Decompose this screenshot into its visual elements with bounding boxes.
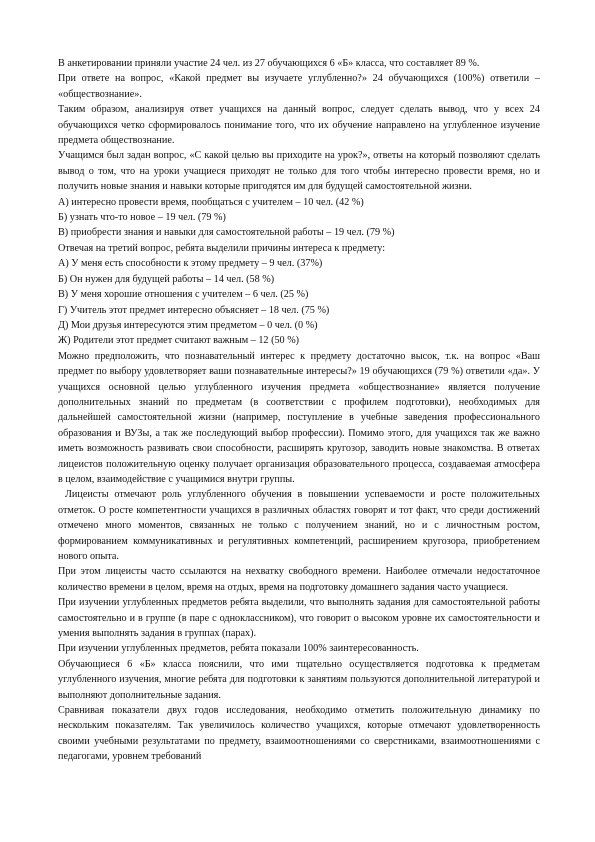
reason-item-d: Д) Мои друзья интересуются этим предметом – 0 чел. (0 %) [58,319,318,331]
paragraph-third-question: Отвечая на третий вопрос, ребята выделили причины интереса к предмету: [58,242,386,254]
paragraph-conclusion-subject: Таким образом, анализируя ответ учащихся на данный вопрос, следует сделать вывод, что у всех 24 обучающихся четко сформировалось понимание того, что их обучение направлено на углубленное изучение предмета обществознание. [58,104,540,147]
reason-item-a: А) У меня есть способности к этому предмету – 9 чел. (37%) [58,258,323,270]
reason-item-g: Г) Учитель этот предмет интересно объясняет – 18 чел. (75 %) [58,304,330,316]
document-page [58,56,540,765]
paragraph-independent-work: При изучении углубленных предметов ребята выделили, что выполнять задания для самостоятельной работы самостоятельно и в группе (в паре с одноклассником), что говорит о высоком уровне их самостоятельности и умения выполнять задания в группах (парах). [58,597,540,640]
paragraph-participation: В анкетировании приняли участие 24 чел. из 27 обучающихся 6 «Б» класса, что составляет 89 %. [58,58,480,69]
paragraph-cognitive-interest: Можно предположить, что познавательный интерес к предмету достаточно высок, т.к. на вопрос «Ваш предмет по выбору удовлетворяет ваши познавательные интересы?» 19 обучающихся (79 %) ответили «да». У учащихся основной целью углубленного изучения предмета «обществознание» является получение дополнительных знаний по предметам (в соответствии с профилем подготовки), необходимых для дальнейшей самостоятельной жизни (например, поступление в учебные заведения профессионального образования и ВУЗы, а так же последующий выбор профессии). Помимо этого, для учащихся так же важно иметь возможность развивать свои способности, расширять кругозор, заводить новые знакомства. В ответах лицеистов положительную оценку получает организация образовательного процесса, создаваемая атмосфера в целом, взаимодействие с учащимися внутри группы. [58,350,540,485]
paragraph-interest-100: При изучении углубленных предметов, ребята показали 100% заинтересованность. [58,643,419,655]
answer-item-b: Б) узнать что-то новое – 19 чел. (79 %) [58,212,226,224]
reason-item-zh: Ж) Родители этот предмет считают важным – 12 (50 %) [58,335,300,347]
paragraph-question-purpose: Учащимся был задан вопрос, «С какой целью вы приходите на урок?», ответы на который позволяют сделать вывод о том, что на уроки учащиеся приходят не только для того чтобы интересно провести время, но и получить новые знания и навыки которые пригодятся им для будущей самостоятельной жизни. [58,150,540,193]
paragraph-lyceum-students-role: Лицеисты отмечают роль углубленного обучения в повышении успеваемости и росте положительных отметок. О росте компетентности учащихся в различных областях говорят и тот факт, что среди достижений отмечено много моментов, связанных не только с получением знаний, но и с личностным ростом, формированием коммуникативных и регулятивных компетенций, расширением кругозора, приобретением нового опыта. [58,489,540,562]
answer-item-a: А) интересно провести время, пообщаться с учителем – 10 чел. (42 %) [58,196,364,208]
paragraph-preparation: Обучающиеся 6 «Б» класса пояснили, что ими тщательно осуществляется подготовка к предметам углубленного изучения, многие ребята для подготовки к занятиям пользуются дополнительной литературой и выполняют дополнительные задания. [58,658,540,701]
reason-item-b: Б) Он нужен для будущей работы – 14 чел. (58 %) [58,273,275,285]
reason-item-v: В) У меня хорошие отношения с учителем – 6 чел. (25 %) [58,289,309,301]
paragraph-lack-of-time: При этом лицеисты часто ссылаются на нехватку свободного времени. Наиболее отмечали недостаточное количество времени в целом, время на отдых, время на подготовку домашнего задания часто учащиеся. [58,566,540,593]
paragraph-question-subject: При ответе на вопрос, «Какой предмет вы изучаете углубленно?» 24 обучающихся (100%) ответили – «обществознание». [58,73,540,100]
answer-item-v: В) приобрести знания и навыки для самостоятельной работы – 19 чел. (79 %) [58,227,395,239]
paragraph-comparison: Сравнивая показатели двух годов исследования, необходимо отметить положительную динамику по нескольким показателям. Так увеличилось количество учащихся, которые отмечают удовлетворенность своими учебными результатами по предмету, взаимоотношениями со сверстниками, взаимоотношениями с педагогами, уровнем требований [58,705,540,763]
